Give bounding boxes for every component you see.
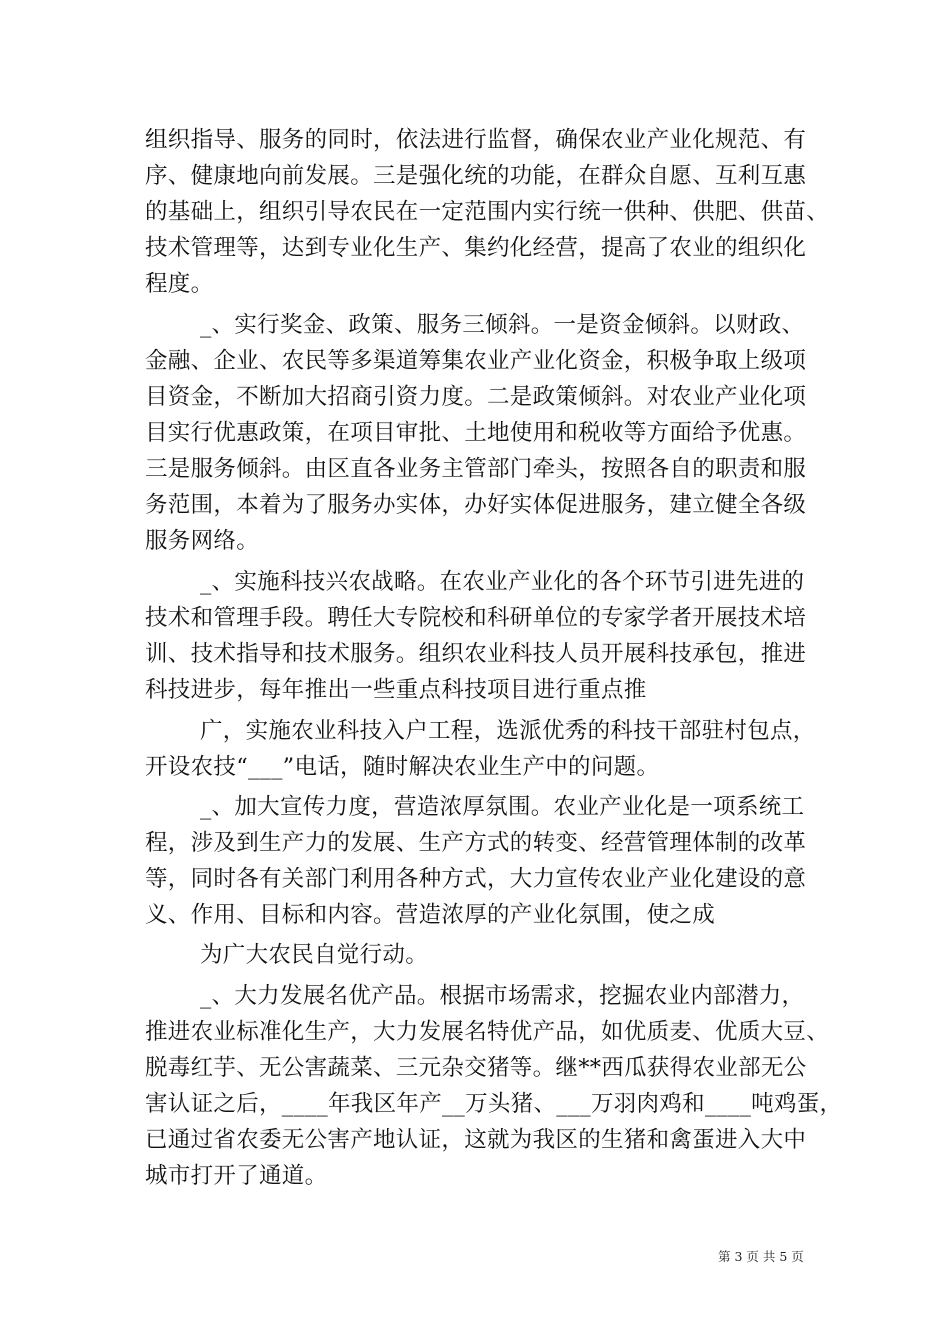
text-line: 服务网络。 xyxy=(145,528,260,554)
page-number-footer: 第 3 页 共 5 页 xyxy=(718,1249,804,1264)
text-line: 等，同时各有关部门利用各种方式，大力宣传农业产业化建设的意 xyxy=(145,866,807,892)
text-line: 程度。 xyxy=(145,271,214,297)
text-line: 程，涉及到生产力的发展、生产方式的转变、经营管理体制的改革 xyxy=(145,830,807,856)
text-line: 推进农业标准化生产，大力发展名特优产品，如优质麦、优质大豆、 xyxy=(145,1019,830,1045)
text-line: 技术和管理手段。聘任大专院校和科研单位的专家学者开展技术培 xyxy=(145,605,807,631)
paragraph-heading-line: _、大力发展名优产品。根据市场需求，挖掘农业内部潜力， xyxy=(200,983,805,1009)
text-line: 务范围，本着为了服务办实体，办好实体促进服务，建立健全各级 xyxy=(145,492,807,518)
text-line: 金融、企业、农民等多渠道筹集农业产业化资金，积极争取上级项 xyxy=(145,348,807,374)
text-line: 序、健康地向前发展。三是强化统的功能，在群众自愿、互利互惠 xyxy=(145,163,807,189)
text-line: 的基础上，组织引导农民在一定范围内实行统一供种、供肥、供苗、 xyxy=(145,199,830,225)
text-line: 目实行优惠政策，在项目审批、土地使用和税收等方面给予优惠。 xyxy=(145,420,807,446)
text-line: 技术管理等，达到专业化生产、集约化经营，提高了农业的组织化 xyxy=(145,235,807,261)
text-line: 害认证之后，____年我区年产__万头猪、___万羽肉鸡和____吨鸡蛋， xyxy=(145,1091,843,1117)
text-line: 义、作用、目标和内容。营造浓厚的产业化氛围，使之成 xyxy=(145,902,716,928)
text-line: 城市打开了通道。 xyxy=(145,1163,328,1189)
text-line: 科技进步，每年推出一些重点科技项目进行重点推 xyxy=(145,677,647,703)
text-line: 目资金，不断加大招商引资力度。二是政策倾斜。对农业产业化项 xyxy=(145,384,807,410)
text-line: 广，实施农业科技入户工程，选派优秀的科技干部驻村包点， xyxy=(200,718,816,744)
text-line: 三是服务倾斜。由区直各业务主管部门牵头，按照各自的职责和服 xyxy=(145,456,807,482)
paragraph-heading-line: _、加大宣传力度，营造浓厚氛围。农业产业化是一项系统工 xyxy=(200,794,805,820)
paragraph-heading-line: _、实施科技兴农战略。在农业产业化的各个环节引进先进的 xyxy=(200,569,805,595)
text-line: 已通过省农委无公害产地认证，这就为我区的生猪和禽蛋进入大中 xyxy=(145,1127,807,1153)
text-line: 开设农技“___”电话，随时解决农业生产中的问题。 xyxy=(145,754,660,780)
paragraph-heading-line: _、实行奖金、政策、服务三倾斜。一是资金倾斜。以财政、 xyxy=(200,312,805,338)
text-line: 组织指导、服务的同时，依法进行监督，确保农业产业化规范、有 xyxy=(145,127,807,153)
text-line: 脱毒红芋、无公害蔬菜、三元杂交猪等。继**西瓜获得农业部无公 xyxy=(145,1055,807,1081)
text-line: 为广大农民自觉行动。 xyxy=(200,942,429,968)
text-line: 训、技术指导和技术服务。组织农业科技人员开展科技承包，推进 xyxy=(145,641,807,667)
